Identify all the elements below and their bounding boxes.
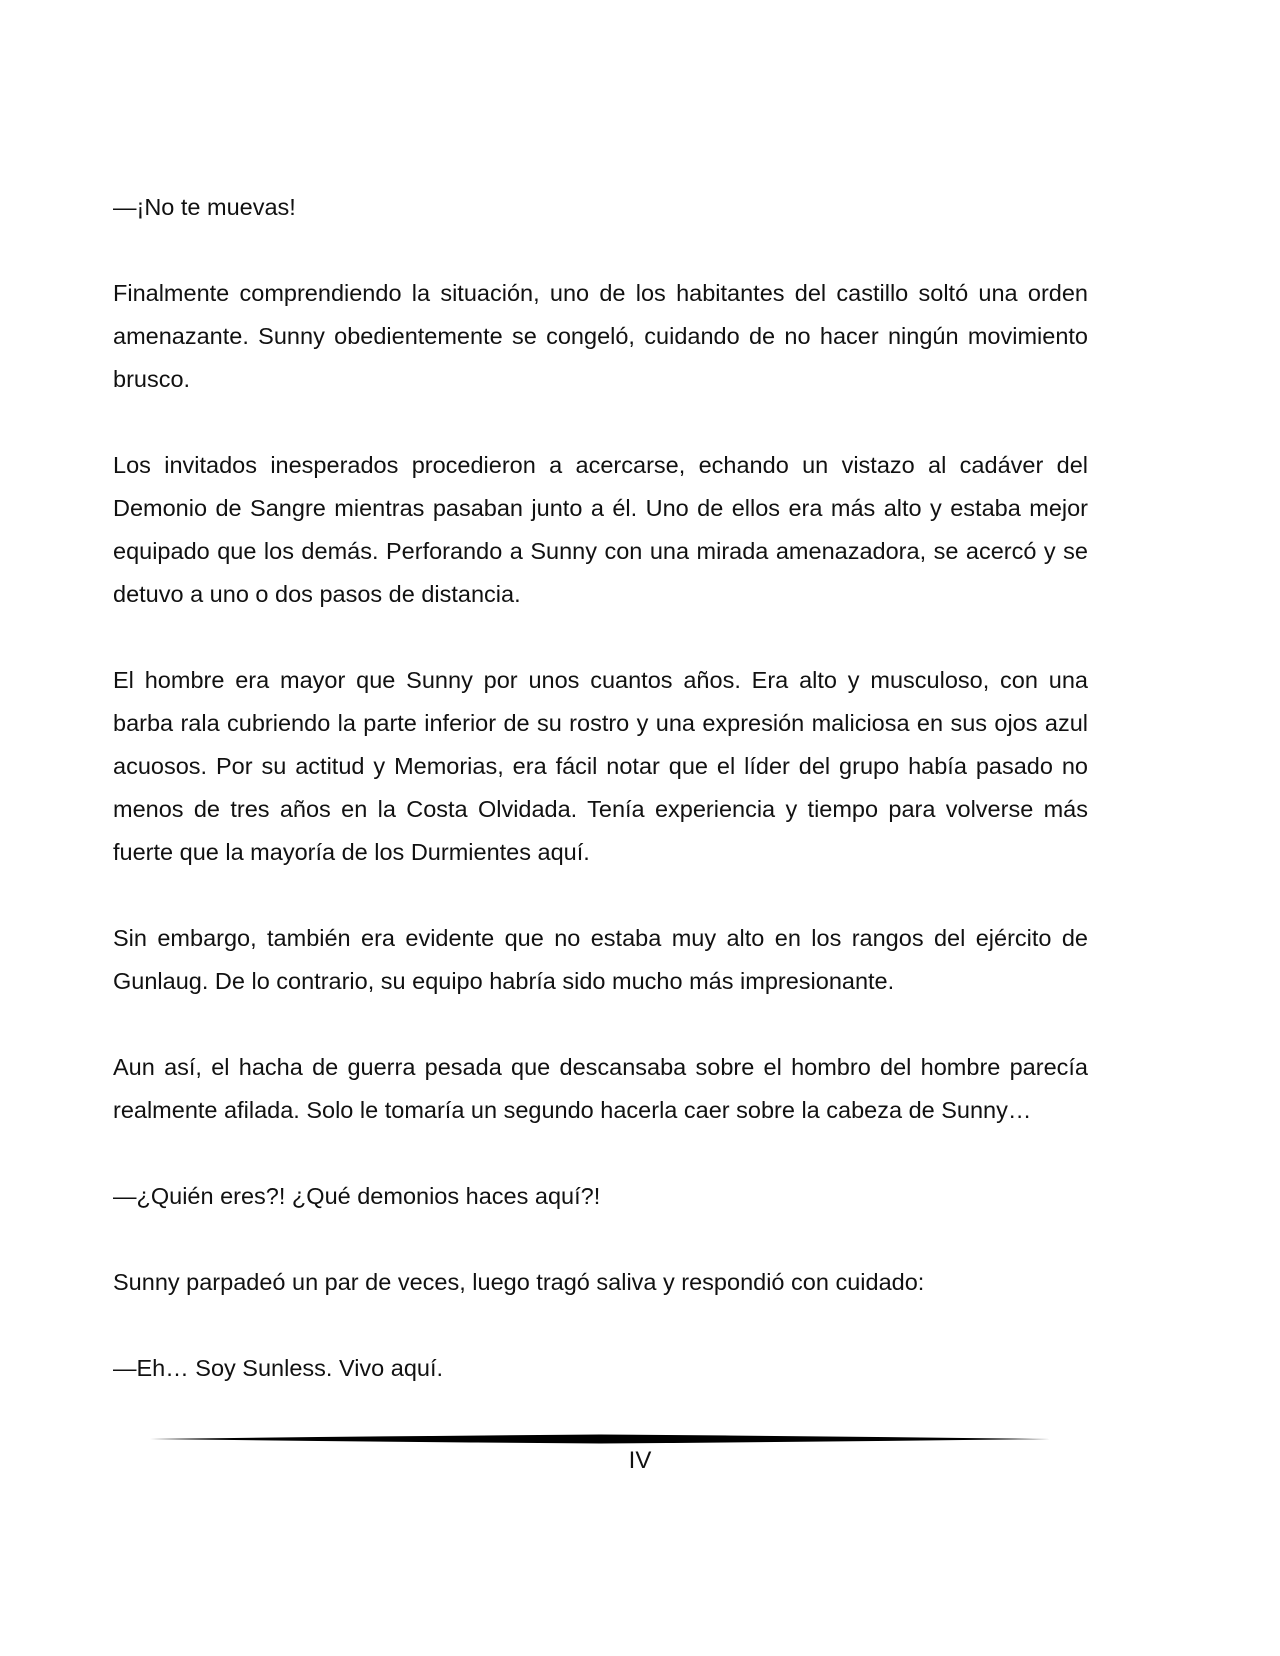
page-number: IV (628, 1447, 652, 1474)
paragraph-dialogue: —¿Quién eres?! ¿Qué demonios haces aquí?! (113, 1183, 601, 1209)
paragraph: El hombre era mayor que Sunny por unos cuantos años. Era alto y musculoso, con una barba rala cubriendo la parte inferior de su rostro y una expresión maliciosa en sus ojos azul acuosos. Por su actitud y Memorias, era fácil notar que el líder del grupo había pasado no menos de tres años en la Costa Olvidada. Tenía experiencia y tiempo para volverse más fuerte que la mayoría de los Durmientes aquí. (113, 667, 1088, 865)
paragraph-dialogue: —¡No te muevas! (113, 194, 296, 220)
paragraph: Aun así, el hacha de guerra pesada que descansaba sobre el hombro del hombre parecía realmente afilada. Solo le tomaría un segundo hacerla caer sobre la cabeza de Sunny… (113, 1054, 1088, 1123)
paragraph: Sin embargo, también era evidente que no estaba muy alto en los rangos del ejército de Gunlaug. De lo contrario, su equipo habría sido mucho más impresionante. (113, 925, 1088, 994)
paragraph-dialogue: —Eh… Soy Sunless. Vivo aquí. (113, 1355, 444, 1381)
paragraph: Los invitados inesperados procedieron a acercarse, echando un vistazo al cadáver del Demonio de Sangre mientras pasaban junto a él. Uno de ellos era más alto y estaba mejor equipado que los demás. Perforando a Sunny con una mirada amenazadora, se acercó y se detuvo a uno o dos pasos de distancia. (113, 452, 1088, 607)
paragraph: Sunny parpadeó un par de veces, luego tragó saliva y respondió con cuidado: (113, 1269, 925, 1295)
body-text (113, 186, 1088, 1433)
ornamental-divider (150, 1432, 1050, 1446)
paragraph: Finalmente comprendiendo la situación, uno de los habitantes del castillo soltó una orden amenazante. Sunny obedientemente se congeló, cuidando de no hacer ningún movimiento brusco. (113, 280, 1088, 392)
